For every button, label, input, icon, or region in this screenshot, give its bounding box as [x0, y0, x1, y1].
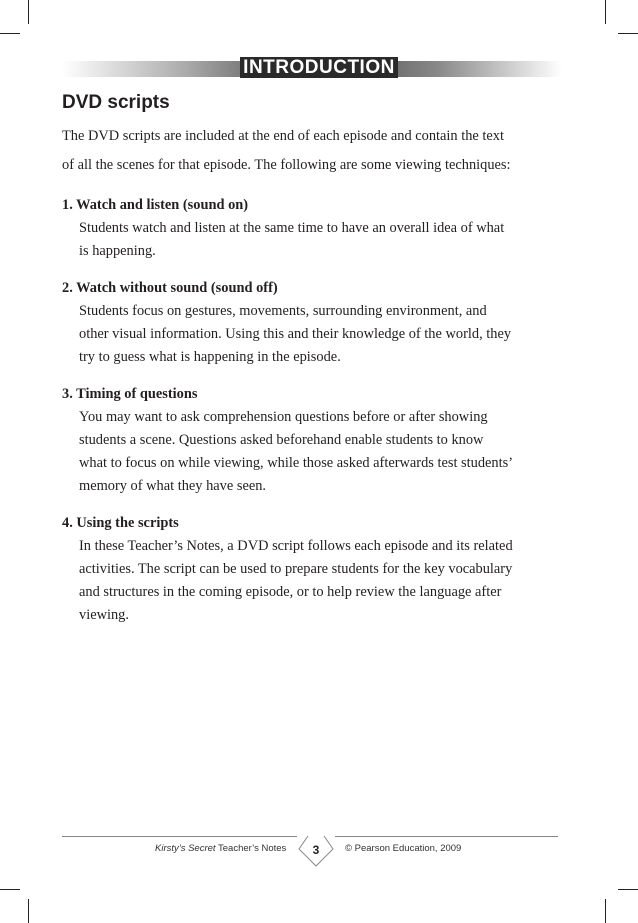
technique-heading: 2. Watch without sound (sound off): [62, 280, 278, 296]
technique-line: In these Teacher’s Notes, a DVD script follows each episode and its related: [79, 538, 513, 554]
technique-line: is happening.: [79, 243, 156, 259]
technique-line: Students focus on gestures, movements, surrounding environment, and: [79, 303, 487, 319]
technique-line: viewing.: [79, 607, 129, 623]
crop-mark: [28, 0, 29, 24]
technique-heading: 3. Timing of questions: [62, 386, 198, 402]
technique-3: [62, 383, 582, 498]
crop-mark: [605, 0, 606, 24]
body-text: [62, 122, 582, 627]
crop-mark: [0, 889, 20, 890]
technique-line: try to guess what is happening in the episode.: [79, 349, 341, 365]
intro-line: of all the scenes for that episode. The following are some viewing techniques:: [62, 157, 511, 173]
technique-line: students a scene. Questions asked beforehand enable students to know: [79, 432, 484, 448]
technique-2: [62, 277, 582, 369]
technique-heading: 4. Using the scripts: [62, 515, 179, 531]
crop-mark: [0, 33, 20, 34]
page-number: 3: [312, 843, 320, 857]
crop-mark: [618, 33, 638, 34]
footer-copyright: © Pearson Education, 2009: [345, 843, 462, 854]
crop-mark: [28, 899, 29, 923]
technique-line: You may want to ask comprehension questions before or after showing: [79, 409, 488, 425]
intro-paragraph: [62, 122, 582, 180]
technique-line: Students watch and listen at the same time to have an overall idea of what: [79, 220, 505, 236]
footer-notes-label: Teacher’s Notes: [215, 843, 287, 854]
technique-line: other visual information. Using this and their knowledge of the world, they: [79, 326, 512, 342]
technique-line: activities. The script can be used to prepare students for the key vocabulary: [79, 561, 513, 577]
crop-mark: [605, 899, 606, 923]
technique-line: memory of what they have seen.: [79, 478, 267, 494]
intro-line: The DVD scripts are included at the end of each episode and contain the text: [62, 128, 504, 144]
technique-line: what to focus on while viewing, while those asked afterwards test students’: [79, 455, 514, 471]
technique-heading: 1. Watch and listen (sound on): [62, 197, 249, 213]
footer-book: [155, 843, 286, 854]
section-title-text: INTRODUCTION: [240, 57, 398, 78]
crop-mark: [618, 889, 638, 890]
section-title: [0, 57, 638, 79]
footer-book-title: Kirsty’s Secret: [155, 843, 216, 854]
technique-4: [62, 512, 582, 627]
technique-line: and structures in the coming episode, or to help review the language after: [79, 584, 502, 600]
page-title: DVD scripts: [62, 92, 170, 113]
technique-1: [62, 194, 582, 263]
